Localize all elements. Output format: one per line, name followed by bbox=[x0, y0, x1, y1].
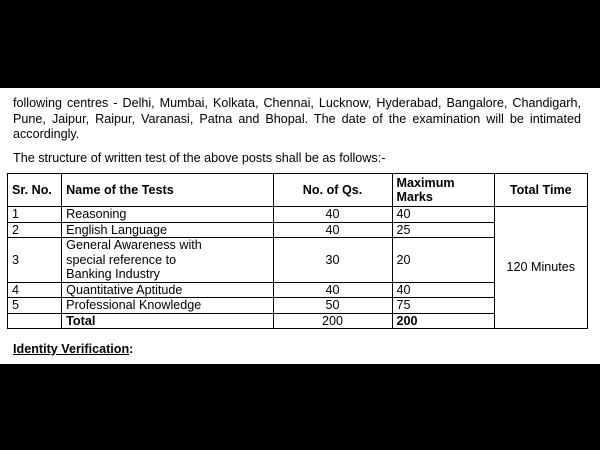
row-max-marks: 25 bbox=[392, 222, 494, 238]
header-maximum-marks-line1: Maximum bbox=[396, 175, 455, 190]
row-test-name-line1: General Awareness with bbox=[66, 238, 202, 252]
row-no-of-qs: 40 bbox=[273, 207, 392, 223]
structure-intro: The structure of written test of the above posts shall be as follows:- bbox=[13, 151, 386, 165]
row-max-marks: 75 bbox=[392, 298, 494, 314]
identity-verification-heading bbox=[13, 342, 133, 356]
header-name-of-tests: Name of the Tests bbox=[62, 174, 273, 207]
row-max-marks: 20 bbox=[392, 238, 494, 283]
row-sr: 1 bbox=[8, 207, 62, 223]
row-test-name: English Language bbox=[62, 222, 273, 238]
row-sr: 2 bbox=[8, 222, 62, 238]
identity-verification-label: Identity Verification bbox=[13, 342, 130, 356]
row-test-name: Reasoning bbox=[62, 207, 273, 223]
row-no-of-qs: 30 bbox=[273, 238, 392, 283]
table-header-row bbox=[8, 174, 588, 207]
row-test-name: Quantitative Aptitude bbox=[62, 282, 273, 298]
row-sr: 5 bbox=[8, 298, 62, 314]
row-no-of-qs: 50 bbox=[273, 298, 392, 314]
identity-verification-colon: : bbox=[129, 342, 134, 356]
header-sr-no: Sr. No. bbox=[8, 174, 62, 207]
table-row bbox=[8, 207, 588, 223]
row-sr: 3 bbox=[8, 238, 62, 283]
row-test-name-line2: special reference to bbox=[66, 252, 177, 267]
total-marks: 200 bbox=[392, 313, 494, 329]
row-test-name bbox=[62, 238, 273, 283]
document-page bbox=[0, 88, 600, 364]
row-max-marks: 40 bbox=[392, 207, 494, 223]
header-no-of-qs: No. of Qs. bbox=[273, 174, 392, 207]
row-test-name-line3: Banking Industry bbox=[66, 267, 160, 281]
total-sr-empty bbox=[8, 313, 62, 329]
total-qs: 200 bbox=[273, 313, 392, 329]
header-total-time: Total Time bbox=[494, 174, 588, 207]
row-no-of-qs: 40 bbox=[273, 282, 392, 298]
total-time-cell: 120 Minutes bbox=[494, 207, 588, 329]
header-maximum-marks-line2: Marks bbox=[396, 190, 433, 204]
row-test-name: Professional Knowledge bbox=[62, 298, 273, 314]
row-max-marks: 40 bbox=[392, 282, 494, 298]
row-no-of-qs: 40 bbox=[273, 222, 392, 238]
centres-paragraph: following centres - Delhi, Mumbai, Kolkata, Chennai, Lucknow, Hyderabad, Bangalore, Chandigarh, Pune, Jaipur, Raipur, Varanasi, Patna and Bhopal. The date of the examination will be intimated accordingly. bbox=[13, 96, 581, 141]
row-sr: 4 bbox=[8, 282, 62, 298]
total-label: Total bbox=[62, 313, 273, 329]
tests-table bbox=[7, 173, 588, 329]
header-maximum-marks bbox=[392, 174, 494, 207]
